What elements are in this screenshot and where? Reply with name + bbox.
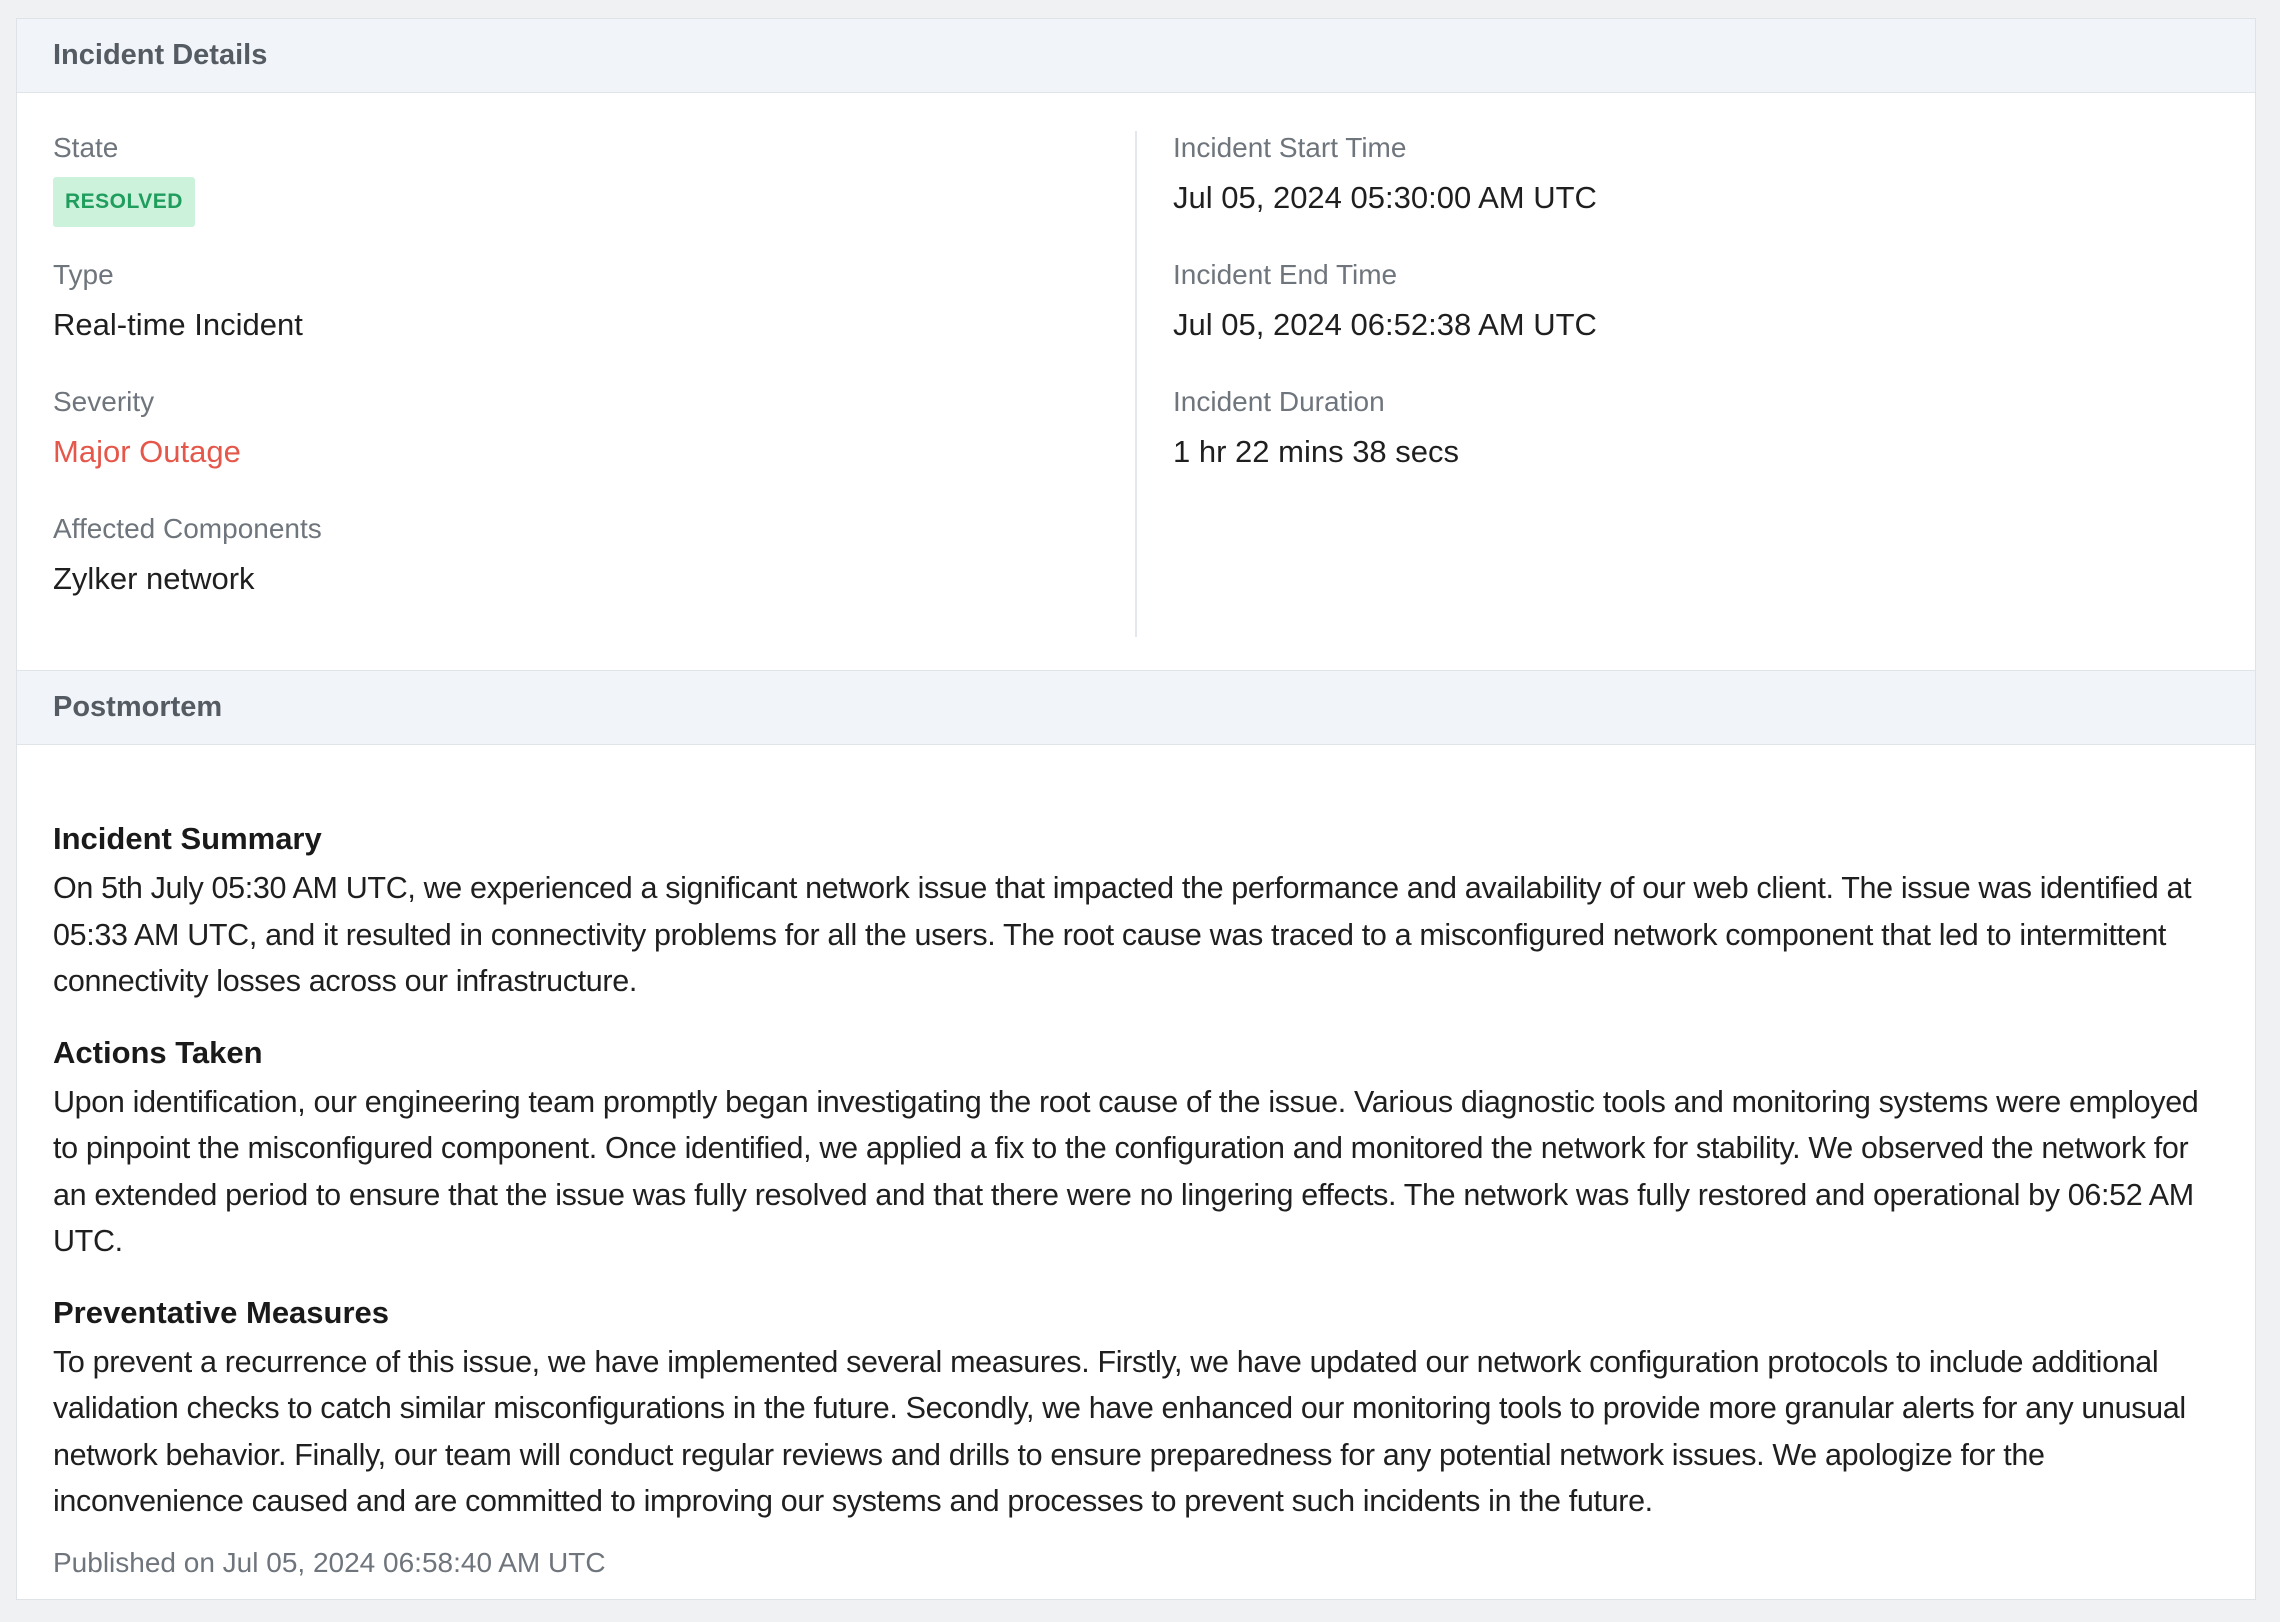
start-time-label: Incident Start Time [1173, 132, 1407, 163]
published-timestamp: Published on Jul 05, 2024 06:58:40 AM UTC [53, 1546, 606, 1578]
actions-taken-block [53, 1033, 2219, 1265]
end-time-field [1173, 258, 2213, 385]
affected-components-field [53, 512, 1113, 639]
end-time-label: Incident End Time [1173, 259, 1398, 290]
status-badge: RESOLVED [53, 177, 195, 227]
postmortem-body [17, 745, 2255, 1583]
duration-field [1173, 385, 2213, 512]
state-field [53, 131, 1113, 258]
details-left-column [53, 131, 1113, 639]
severity-field [53, 385, 1113, 512]
actions-taken-text: Upon identification, our engineering team promptly began investigating the root cause of the issue. Various diagnostic tools and monitoring systems were employed to pinpoint the misconfigured component. Once identified, we applied a fix to the configuration and monitored the network for stability. We observed the network for an extended period to ensure that the issue was fully resolved and that there were no lingering effects. The network was fully restored and operational by 06:52 AM UTC. [53, 1084, 2199, 1258]
affected-components-value: Zylker network [53, 561, 255, 596]
incident-details-section [17, 93, 2255, 671]
incident-card [16, 18, 2256, 1600]
preventative-measures-block [53, 1293, 2219, 1525]
details-right-column [1173, 131, 2213, 512]
incident-summary-heading: Incident Summary [53, 821, 322, 856]
preventative-measures-text: To prevent a recurrence of this issue, we have implemented several measures. Firstly, we have updated our network configuration protocols to include additional validation checks to catch similar misconfigurations in the future. Secondly, we have enhanced our monitoring tools to provide more granular alerts for any unusual network behavior. Finally, our team will conduct regular reviews and drills to ensure preparedness for any potential network issues. We apologize for the inconvenience caused and are committed to improving our systems and processes to prevent such incidents in the future. [53, 1344, 2186, 1518]
incident-details-header [17, 19, 2255, 93]
affected-components-label: Affected Components [53, 513, 322, 544]
column-divider [1135, 131, 1137, 637]
end-time-value: Jul 05, 2024 06:52:38 AM UTC [1173, 307, 1597, 342]
state-label: State [53, 132, 119, 163]
incident-summary-block [53, 819, 2219, 1005]
severity-value: Major Outage [53, 434, 241, 469]
start-time-field [1173, 131, 2213, 258]
postmortem-header [17, 671, 2255, 745]
duration-label: Incident Duration [1173, 386, 1385, 417]
severity-label: Severity [53, 386, 155, 417]
duration-value: 1 hr 22 mins 38 secs [1173, 434, 1460, 469]
preventative-measures-heading: Preventative Measures [53, 1294, 390, 1330]
type-field [53, 258, 1113, 385]
incident-summary-text: On 5th July 05:30 AM UTC, we experienced a significant network issue that impacted the performance and availability of our web client. The issue was identified at 05:33 AM UTC, and it resulted in connectivity problems for all the users. The root cause was traced to a misconfigured network component that led to intermittent connectivity losses across our infrastructure. [53, 871, 2192, 998]
incident-details-title: Incident Details [53, 39, 268, 71]
type-label: Type [53, 259, 114, 290]
postmortem-title: Postmortem [53, 691, 223, 723]
actions-taken-heading: Actions Taken [53, 1034, 263, 1070]
type-value: Real-time Incident [53, 307, 303, 342]
start-time-value: Jul 05, 2024 05:30:00 AM UTC [1173, 180, 1597, 215]
